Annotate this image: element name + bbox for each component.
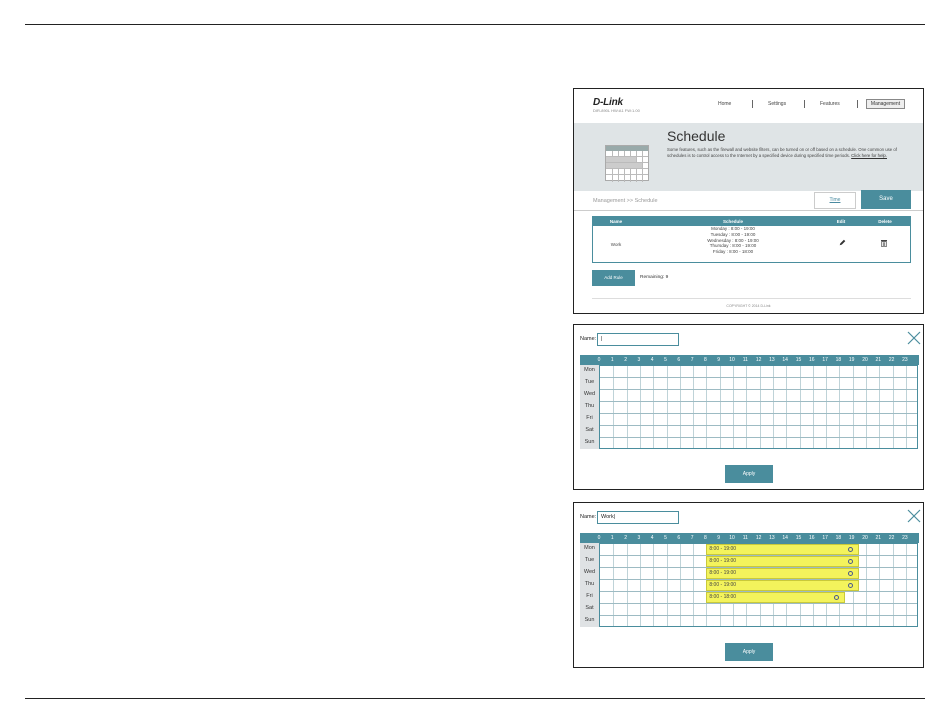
grid-column-line	[839, 366, 840, 448]
hour-label: 18	[835, 357, 842, 363]
grid-column-line	[800, 366, 801, 448]
row-schedule	[683, 226, 783, 255]
hour-label: 21	[875, 357, 882, 363]
slot-resize-handle[interactable]	[848, 583, 853, 588]
hour-label: 0	[597, 535, 601, 541]
hour-label: 6	[677, 535, 681, 541]
schedule-line: Thursday : 8:00 - 19:00	[709, 243, 757, 249]
grid-column-line	[693, 366, 694, 448]
day-label: Wed	[583, 391, 596, 397]
footer-divider	[592, 298, 911, 299]
grid-column-line	[786, 366, 787, 448]
hour-label: 17	[822, 535, 828, 541]
hero-banner	[574, 123, 923, 191]
hour-label: 7	[690, 357, 694, 363]
grid-column-line	[680, 544, 681, 626]
day-label: Wed	[583, 569, 596, 575]
breadcrumb: Management >> Schedule	[593, 198, 658, 204]
name-label: Name:	[580, 336, 597, 342]
day-label: Fri	[586, 593, 593, 599]
name-input[interactable]: |	[597, 333, 679, 346]
day-label: Sat	[585, 427, 594, 433]
bottom-rule	[25, 698, 925, 699]
grid-column-line	[653, 544, 654, 626]
grid-column-line	[866, 366, 867, 448]
save-button[interactable]: Save	[861, 190, 911, 209]
schedule-slot[interactable]	[706, 580, 858, 591]
hour-label: 15	[795, 535, 802, 541]
hour-label: 22	[888, 535, 895, 541]
schedule-line: Wednesday : 8:00 - 19:00	[707, 237, 759, 243]
hour-label: 20	[862, 357, 868, 363]
hour-label: 1	[610, 357, 614, 363]
grid-column-line	[879, 366, 880, 448]
slot-label: 8:00 - 18:00	[709, 594, 737, 600]
hour-label: 13	[769, 357, 775, 363]
nav-separator	[752, 100, 753, 108]
hour-label: 7	[690, 535, 694, 541]
grid-column-line	[866, 544, 867, 626]
day-label: Tue	[584, 379, 595, 385]
grid-column-line	[693, 544, 694, 626]
grid-row-line	[600, 615, 917, 616]
grid-column-line	[613, 544, 614, 626]
grid-column-line	[893, 366, 894, 448]
nav-features[interactable]: Features	[820, 101, 840, 107]
schedule-grid-filled-panel	[573, 502, 924, 668]
day-label: Fri	[586, 415, 593, 421]
grid-column-line	[627, 544, 628, 626]
apply-button[interactable]: Apply	[725, 643, 773, 661]
hour-label: 12	[755, 357, 762, 363]
hour-label: 10	[729, 535, 735, 541]
schedule-grid[interactable]	[599, 543, 918, 627]
remaining-count: Remaining: 9	[640, 275, 669, 280]
grid-row-line	[600, 377, 917, 378]
slot-resize-handle[interactable]	[848, 547, 853, 552]
hour-label: 14	[782, 357, 788, 363]
grid-column-line	[653, 366, 654, 448]
grid-column-line	[760, 366, 761, 448]
hour-label: 5	[664, 357, 667, 363]
schedule-line: Monday : 8:00 - 19:00	[711, 226, 755, 231]
hour-label: 21	[875, 535, 882, 541]
hour-label: 11	[742, 535, 748, 541]
day-label: Sun	[584, 439, 595, 445]
hour-label: 17	[822, 357, 828, 363]
grid-row-line	[600, 413, 917, 414]
hour-label: 18	[835, 535, 842, 541]
grid-column-line	[667, 366, 668, 448]
slot-label: 8:00 - 19:00	[709, 558, 737, 564]
hour-label: 8	[704, 535, 707, 541]
slot-resize-handle[interactable]	[834, 595, 839, 600]
grid-column-line	[826, 366, 827, 448]
hour-label: 4	[650, 535, 654, 541]
slot-label: 8:00 - 19:00	[709, 582, 737, 588]
slot-resize-handle[interactable]	[848, 571, 853, 576]
hour-label: 9	[717, 357, 721, 363]
time-button[interactable]: Time	[814, 192, 856, 209]
grid-row-line	[600, 425, 917, 426]
schedule-line: Tuesday : 8:00 - 19:00	[710, 231, 756, 237]
nav-separator	[804, 100, 805, 108]
schedule-slot[interactable]	[706, 556, 858, 567]
slot-label: 8:00 - 19:00	[709, 546, 737, 552]
schedule-slot[interactable]	[706, 592, 845, 603]
schedule-line: Friday : 8:00 - 18:00	[712, 249, 754, 255]
hour-label: 3	[637, 357, 641, 363]
grid-column-line	[627, 366, 628, 448]
close-icon[interactable]	[907, 509, 921, 523]
hour-label: 16	[809, 535, 815, 541]
hour-label: 15	[795, 357, 802, 363]
grid-row-line	[600, 389, 917, 390]
page-title: Schedule	[667, 128, 726, 144]
hour-label: 22	[888, 357, 895, 363]
grid-column-line	[667, 544, 668, 626]
hour-label: 6	[677, 357, 681, 363]
nav-settings[interactable]: Settings	[768, 101, 787, 107]
hour-label: 16	[809, 357, 815, 363]
top-bar	[574, 89, 923, 115]
name-input[interactable]: Work|	[597, 511, 679, 524]
schedule-grid-empty-panel	[573, 324, 924, 490]
grid-row-line	[600, 603, 917, 604]
hour-label: 0	[597, 357, 601, 363]
hour-label: 5	[664, 535, 667, 541]
page-description	[667, 147, 912, 158]
hour-label: 13	[769, 535, 775, 541]
hours-header	[580, 355, 919, 365]
grid-column-line	[893, 544, 894, 626]
nav-separator	[857, 100, 858, 108]
day-label: Mon	[584, 545, 595, 551]
top-rule	[25, 24, 925, 25]
grid-column-line	[706, 366, 707, 448]
header-name: Name	[609, 219, 623, 224]
pencil-icon[interactable]	[837, 239, 847, 247]
day-label: Mon	[584, 367, 595, 373]
schedule-slot[interactable]	[706, 568, 858, 579]
apply-button[interactable]: Apply	[725, 465, 773, 483]
grid-column-line	[613, 366, 614, 448]
day-label: Sat	[585, 605, 594, 611]
hour-label: 23	[902, 357, 908, 363]
grid-row-line	[600, 401, 917, 402]
header-schedule: Schedule	[722, 219, 743, 224]
grid-column-line	[853, 366, 854, 448]
help-link[interactable]: Click here for help.	[851, 152, 887, 158]
day-label: Tue	[584, 557, 595, 563]
hour-label: 3	[637, 535, 641, 541]
grid-column-line	[720, 366, 721, 448]
name-label: Name:	[580, 514, 597, 520]
grid-row-line	[600, 437, 917, 438]
grid-column-line	[640, 366, 641, 448]
hour-label: 19	[848, 357, 855, 363]
trash-icon[interactable]	[879, 239, 889, 248]
table-header	[593, 217, 910, 226]
hour-label: 14	[782, 535, 788, 541]
header-edit: Edit	[836, 219, 846, 224]
slot-resize-handle[interactable]	[848, 559, 853, 564]
calendar-icon	[605, 145, 649, 181]
day-label: Thu	[584, 581, 595, 587]
hour-label: 8	[704, 357, 707, 363]
hour-label: 10	[729, 357, 735, 363]
copyright: COPYRIGHT © 2014 D-Link	[726, 304, 771, 308]
grid-column-line	[906, 544, 907, 626]
hour-label: 4	[650, 357, 654, 363]
nav-management[interactable]: Management	[866, 99, 905, 109]
nav-home[interactable]: Home	[718, 101, 732, 107]
table-row	[593, 227, 910, 263]
grid-column-line	[906, 366, 907, 448]
schedule-table	[592, 216, 911, 263]
hour-label: 2	[624, 357, 627, 363]
hour-label: 9	[717, 535, 721, 541]
grid-column-line	[733, 366, 734, 448]
grid-column-line	[640, 544, 641, 626]
hours-header	[580, 533, 919, 543]
hour-label: 2	[624, 535, 627, 541]
slot-label: 8:00 - 19:00	[709, 570, 737, 576]
dlink-logo: D-Link	[593, 97, 623, 108]
model-info: DIR-890L HW:A1 FW:1.00	[593, 108, 640, 113]
hour-label: 11	[742, 357, 748, 363]
close-icon[interactable]	[907, 331, 921, 345]
hour-label: 12	[755, 535, 762, 541]
description-text: Some features, such as the firewall and website filters, can be turned on or off based on a schedule. One common use of schedules is to control access to the Internet by a specified device during specified time periods.	[667, 147, 897, 158]
hour-label: 23	[902, 535, 908, 541]
grid-column-line	[773, 366, 774, 448]
hour-label: 19	[848, 535, 855, 541]
schedule-grid[interactable]	[599, 365, 918, 449]
grid-column-line	[879, 544, 880, 626]
schedule-slot[interactable]	[706, 544, 858, 555]
hour-label: 1	[610, 535, 614, 541]
add-rule-button[interactable]: Add Rule	[592, 270, 635, 286]
schedule-page-panel	[573, 88, 924, 314]
grid-column-line	[813, 366, 814, 448]
day-label: Sun	[584, 617, 595, 623]
row-name: Work	[610, 242, 622, 247]
hour-label: 20	[862, 535, 868, 541]
header-delete: Delete	[878, 219, 892, 224]
grid-column-line	[680, 366, 681, 448]
day-label: Thu	[584, 403, 595, 409]
grid-column-line	[746, 366, 747, 448]
